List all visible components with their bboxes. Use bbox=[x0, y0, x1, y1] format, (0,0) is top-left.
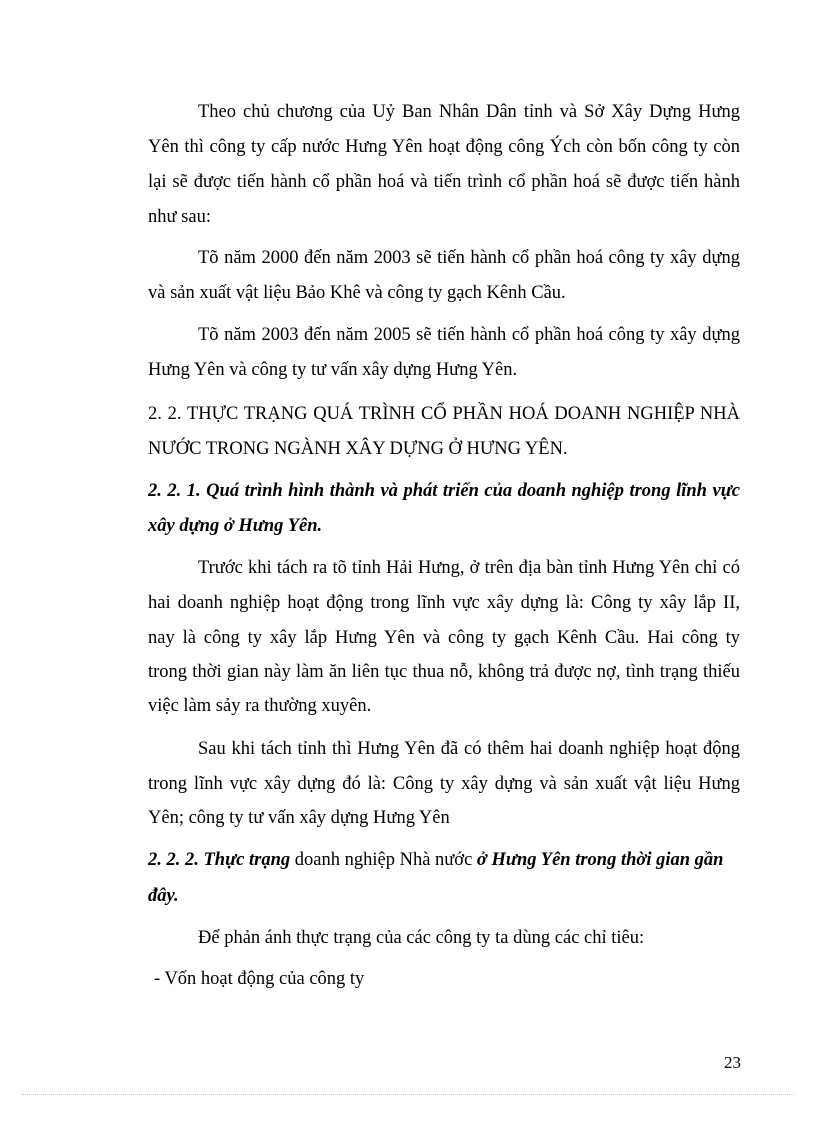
body-line: Tõ năm 2003 đến năm 2005 sẽ tiến hành cổ phần hoá công ty xây dựng bbox=[198, 325, 740, 345]
body-line: trong thời gian này làm ăn liên tục thua nỗ, không trả được nợ, tình trạng thiếu bbox=[148, 662, 740, 682]
body-line: lại sẽ được tiến hành cổ phần hoá và tiến trình cổ phần hoá sẽ được tiến hành bbox=[148, 172, 740, 192]
body-line: Sau khi tách tỉnh thì Hưng Yên đã có thêm hai doanh nghiệp hoạt động bbox=[198, 739, 740, 759]
body-line: trong lĩnh vực xây dựng đó là: Công ty xây dựng và sản xuất vật liệu Hưng bbox=[148, 774, 740, 794]
section-heading: 2. 2. THỰC TRẠNG QUÁ TRÌNH CỔ PHẦN HOÁ DOANH NGHIỆP NHÀ bbox=[148, 404, 740, 424]
body-line: như sau: bbox=[148, 207, 211, 227]
list-item: - Vốn hoạt động của công ty bbox=[154, 969, 365, 989]
body-line: Theo chủ chương của Uỷ Ban Nhân Dân tỉnh và Sở Xây Dựng Hưng bbox=[198, 102, 740, 122]
subsection-heading: xây dựng ở Hưng Yên. bbox=[148, 516, 323, 536]
body-line: Yên; công ty tư vấn xây dựng Hưng Yên bbox=[148, 808, 450, 828]
section-heading: NƯỚC TRONG NGÀNH XÂY DỰNG Ở HƯNG YÊN. bbox=[148, 439, 568, 459]
body-line: hai doanh nghiệp hoạt động trong lĩnh vực xây dựng là: Công ty xây lắp II, bbox=[148, 593, 740, 613]
subsection-heading: 2. 2. 1. Quá trình hình thành và phát triển của doanh nghiệp trong lĩnh vực bbox=[148, 481, 740, 501]
body-line: nay là công ty xây lắp Hưng Yên và công ty gạch Kênh Cầu. Hai công ty bbox=[148, 628, 740, 648]
body-line: Yên thì công ty cấp nước Hưng Yên hoạt động công Ých còn bốn công ty còn bbox=[148, 137, 740, 157]
body-line: Để phản ánh thực trạng của các công ty ta dùng các chỉ tiêu: bbox=[198, 928, 645, 948]
body-line: việc làm sảy ra thường xuyên. bbox=[148, 696, 372, 716]
subsection-heading: đây. bbox=[148, 886, 179, 906]
heading-part: 2. 2. 2. Thực trạng bbox=[148, 850, 291, 870]
body-line: Trước khi tách ra tõ tỉnh Hải Hưng, ở trên địa bàn tỉnh Hưng Yên chỉ có bbox=[198, 558, 740, 578]
body-line: và sản xuất vật liệu Bảo Khê và công ty gạch Kênh Cầu. bbox=[148, 283, 566, 303]
body-line: Tõ năm 2000 đến năm 2003 sẽ tiến hành cổ phần hoá công ty xây dựng bbox=[198, 248, 740, 268]
page-bottom-rule bbox=[22, 1094, 794, 1095]
subsection-heading bbox=[148, 848, 740, 872]
body-line: Hưng Yên và công ty tư vấn xây dựng Hưng Yên. bbox=[148, 360, 518, 380]
page-number: 23 bbox=[724, 1053, 741, 1072]
heading-part: ở Hưng Yên trong thời gian gần bbox=[476, 850, 724, 870]
heading-part: doanh nghiệp Nhà nước bbox=[290, 850, 477, 870]
